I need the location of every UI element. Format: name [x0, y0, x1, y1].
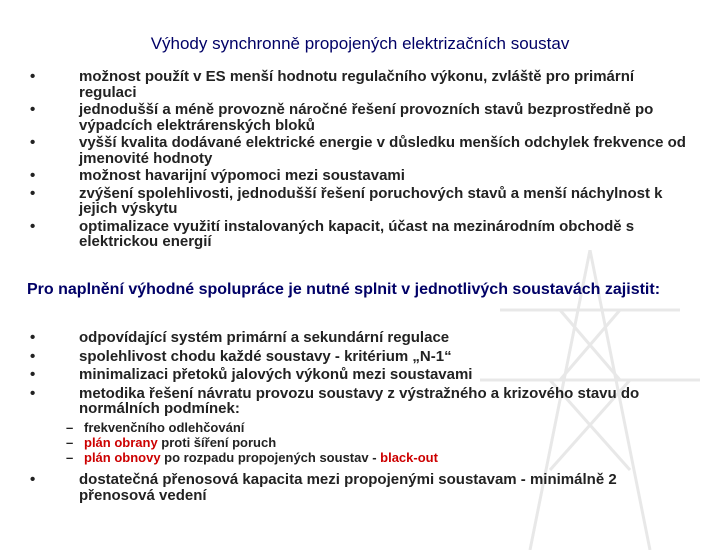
list-item: • spolehlivost chodu každé soustavy - kritérium „N-1“	[30, 347, 452, 365]
bullet: •	[30, 184, 36, 202]
bullet: •	[30, 366, 36, 383]
dash: –	[66, 420, 74, 435]
list-item: • jednodušší a méně provozně náročné řešení provozních stavů bezprostředně po výpadcích elektrárenských bloků	[30, 101, 654, 134]
slide-title: Výhody synchronně propojených elektrizačních soustav	[150, 34, 570, 53]
requirements-list	[30, 330, 690, 420]
list-item: • minimalizaci přetoků jalových výkonů mezi soustavami	[30, 366, 473, 383]
sub-list-item: – plán obrany proti šíření poruch	[66, 435, 277, 450]
bullet: •	[30, 134, 36, 151]
capacity-list	[30, 472, 690, 503]
highlight-text: black-out	[380, 450, 438, 465]
dash: –	[66, 450, 74, 465]
bullet: •	[30, 384, 36, 402]
bullet: •	[30, 329, 36, 346]
bullet: •	[30, 68, 36, 85]
list-item: • dostatečná přenosová kapacita mezi propojenými soustavam - minimálně 2 přenosová vedení	[30, 471, 617, 504]
section-heading: Pro naplnění výhodné spolupráce je nutné splnit v jednotlivých soustavách zajistit:	[27, 281, 661, 298]
bullet: •	[30, 101, 36, 118]
bullet: •	[30, 217, 36, 235]
dash: –	[66, 435, 74, 450]
list-item: • vyšší kvalita dodávané elektrické energie v důsledku menších odchylek frekvence od jmenovité hodnoty	[30, 134, 686, 167]
list-item: • optimalizace využití instalovaných kapacit, účast na mezinárodním obchodě s elektrickou energií	[30, 217, 635, 250]
list-item: • odpovídající systém primární a sekundární regulace	[30, 329, 450, 346]
sub-list	[66, 420, 666, 465]
list-item: • metodika řešení návratu provozu soustavy z výstražného a krizového stavu do normálních podmínek:	[30, 384, 640, 417]
bullet: •	[30, 347, 36, 365]
sub-list-item: – frekvenčního odlehčování	[66, 420, 245, 435]
list-item: • zvýšení spolehlivosti, jednodušší řešení poruchových stavů a menší náchylnost k jejich výskytu	[30, 184, 663, 217]
bullet: •	[30, 167, 36, 184]
sub-list-item: – plán obnovy po rozpadu propojených soustav - black-out	[66, 450, 438, 465]
bullet: •	[30, 471, 36, 488]
list-item: • možnost havarijní výpomoci mezi soustavami	[30, 167, 405, 184]
advantages-list	[30, 69, 690, 252]
highlight-text: plán obnovy	[84, 450, 161, 465]
list-item: • možnost použít v ES menší hodnotu regulačního výkonu, zvláště pro primární regulaci	[30, 68, 635, 101]
highlight-text: plán obrany	[84, 435, 158, 450]
